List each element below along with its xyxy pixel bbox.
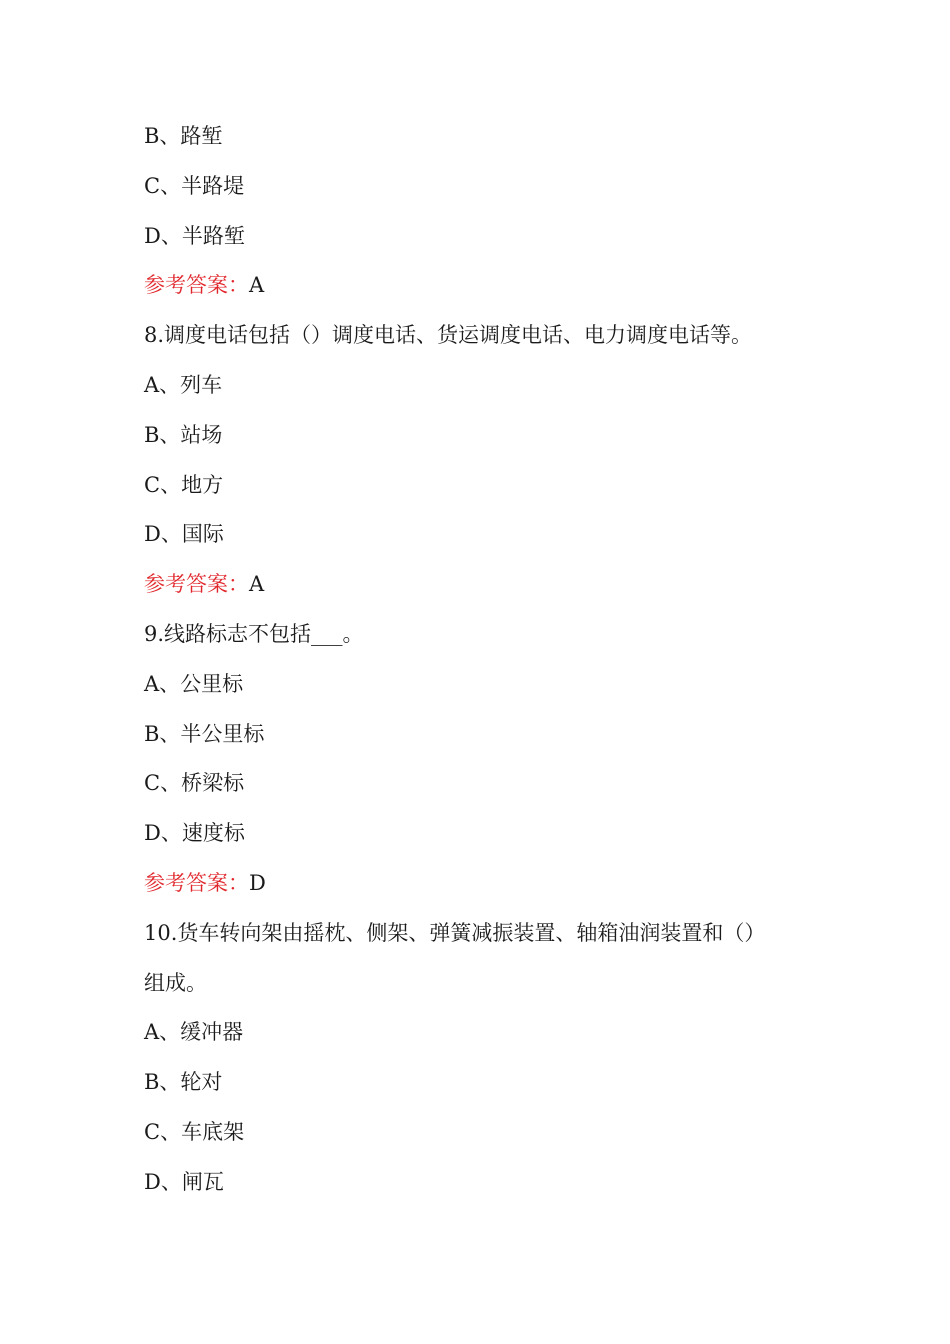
option-d: D、闸瓦 [144,1169,224,1194]
question-stem-line-1: 10.货车转向架由摇枕、侧架、弹簧减振装置、轴箱油润装置和（） [144,920,766,945]
document-page [144,112,824,1208]
option-c: C、车底架 [144,1119,245,1144]
option-d: D、速度标 [144,821,245,846]
option-a: A、公里标 [144,671,244,696]
prev-question [144,112,824,311]
answer-label: 参考答案： [144,870,249,895]
option-d: D、国际 [144,522,224,547]
option-d: D、半路堑 [144,223,245,248]
option-b: B、路堑 [144,124,223,148]
option-b: B、站场 [144,422,223,447]
answer-value: A [249,572,265,597]
option-a: A、缓冲器 [144,1020,244,1045]
option-b: B、半公里标 [144,721,265,746]
question-stem: 8.调度电话包括（）调度电话、货运调度电话、电力调度电话等。 [144,323,753,348]
question-stem: 9.线路标志不包括___。 [144,621,364,646]
option-a: A、列车 [144,372,223,397]
answer-label: 参考答案： [144,572,249,597]
question-9 [144,610,824,909]
option-c: C、桥梁标 [144,771,245,796]
answer-line [144,261,824,311]
option-c: C、半路堤 [144,173,245,198]
answer-line [144,560,824,610]
answer-value: A [249,273,265,298]
answer-line [144,859,824,909]
option-c: C、地方 [144,472,224,497]
answer-value: D [249,870,266,895]
answer-label: 参考答案： [144,273,249,298]
option-b: B、轮对 [144,1070,223,1095]
question-10 [144,909,824,1208]
question-8 [144,311,824,610]
question-stem-line-2: 组成。 [144,970,207,995]
